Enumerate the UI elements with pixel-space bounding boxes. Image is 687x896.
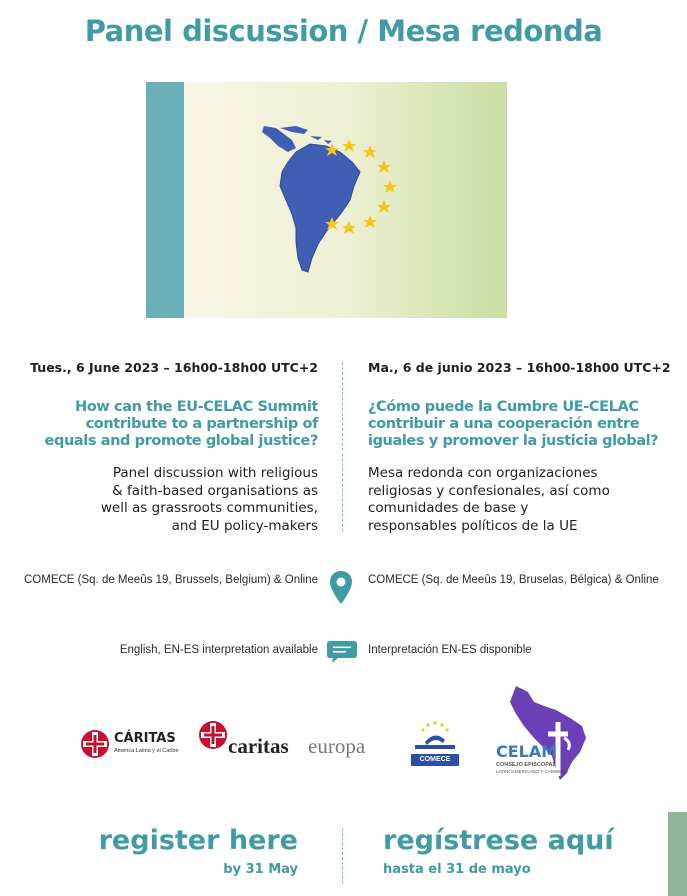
- date-english: Tues., 6 June 2023 – 16h00-18h00 UTC+2: [30, 360, 318, 375]
- deadline-english: by 31 May: [223, 862, 298, 877]
- description-spanish-line: Mesa redonda con organizaciones: [368, 465, 598, 481]
- comece-name: COMECE: [411, 754, 459, 766]
- location-english: COMECE (Sq. de Meeûs 19, Brussels, Belgium) & Online: [23, 574, 318, 586]
- caritas-europa-word2: europa: [308, 734, 366, 758]
- caritas-europa-word1: caritas: [228, 734, 289, 758]
- caritas-europa-logo: [198, 720, 388, 762]
- description-english: [60, 465, 318, 535]
- location-pin-icon: [329, 570, 353, 606]
- description-spanish-line: religiosas y confesionales, así como: [368, 482, 610, 499]
- question-english-line: contribute to a partnership of: [85, 416, 318, 432]
- caritas-europa-cross-icon: [198, 720, 228, 750]
- page-title: Panel discussion / Mesa redonda: [84, 14, 603, 48]
- description-english-line: Panel discussion with religious: [112, 465, 318, 481]
- question-spanish-line: iguales y promover la justicia global?: [368, 433, 659, 449]
- caritas-lac-name: CÁRITAS: [114, 731, 176, 746]
- comece-logo: [411, 718, 459, 766]
- location-spanish: COMECE (Sq. de Meeûs 19, Bruselas, Bélgica) & Online: [368, 574, 659, 586]
- register-link-spanish[interactable]: regístrese aquí: [383, 825, 614, 856]
- description-spanish: [368, 465, 638, 535]
- celam-logo: [494, 682, 604, 782]
- hero-image: [146, 82, 507, 318]
- celam-subtitle-2: LATINOAMERICANO Y CARIBEÑO: [496, 769, 569, 774]
- language-english: English, EN-ES interpretation available: [119, 644, 318, 656]
- date-spanish: Ma., 6 de junio 2023 – 16h00-18h00 UTC+2: [368, 360, 671, 375]
- register-divider: [342, 828, 343, 884]
- question-english-line: How can the EU-CELAC Summit: [75, 399, 318, 415]
- description-spanish-line: responsables políticos de la UE: [368, 517, 578, 534]
- star-5: [383, 180, 397, 193]
- question-english: [0, 399, 318, 450]
- description-english-line: & faith-based organisations as: [112, 482, 318, 499]
- latin-america-map-illustration: [146, 82, 507, 318]
- celam-name: CELAM: [496, 742, 558, 761]
- description-english-line: well as grassroots communities,: [100, 500, 318, 516]
- column-divider: [342, 362, 343, 532]
- caritas-lac-subtitle: América Latina y el Caribe: [114, 748, 179, 754]
- caritas-lac-logo: [80, 727, 179, 761]
- deadline-spanish: hasta el 31 de mayo: [383, 862, 531, 877]
- question-spanish-line: ¿Cómo puede la Cumbre UE-CELAC: [368, 399, 639, 415]
- description-english-line: and EU policy-makers: [171, 517, 318, 534]
- question-spanish-line: contribuir a una cooperación entre: [368, 416, 640, 432]
- question-english-line: equals and promote global justice?: [44, 433, 318, 449]
- caritas-cross-icon: [80, 729, 110, 759]
- language-spanish: Interpretación EN-ES disponible: [368, 644, 532, 656]
- star-2: [342, 139, 356, 152]
- comece-emblem-icon: [411, 718, 459, 756]
- corner-color-band: [668, 812, 687, 896]
- celam-subtitle: CONSEJO EPISCOPAL: [496, 762, 556, 768]
- register-link-english[interactable]: register here: [98, 825, 298, 856]
- description-spanish-line: comunidades de base y: [368, 500, 529, 516]
- star-8: [342, 221, 356, 234]
- speech-bubble-icon: [326, 639, 358, 665]
- star-3: [363, 145, 377, 158]
- south-america-shape: [280, 144, 360, 272]
- star-7: [363, 215, 377, 228]
- star-4: [377, 160, 391, 173]
- star-6: [377, 200, 391, 213]
- question-spanish: [368, 399, 678, 450]
